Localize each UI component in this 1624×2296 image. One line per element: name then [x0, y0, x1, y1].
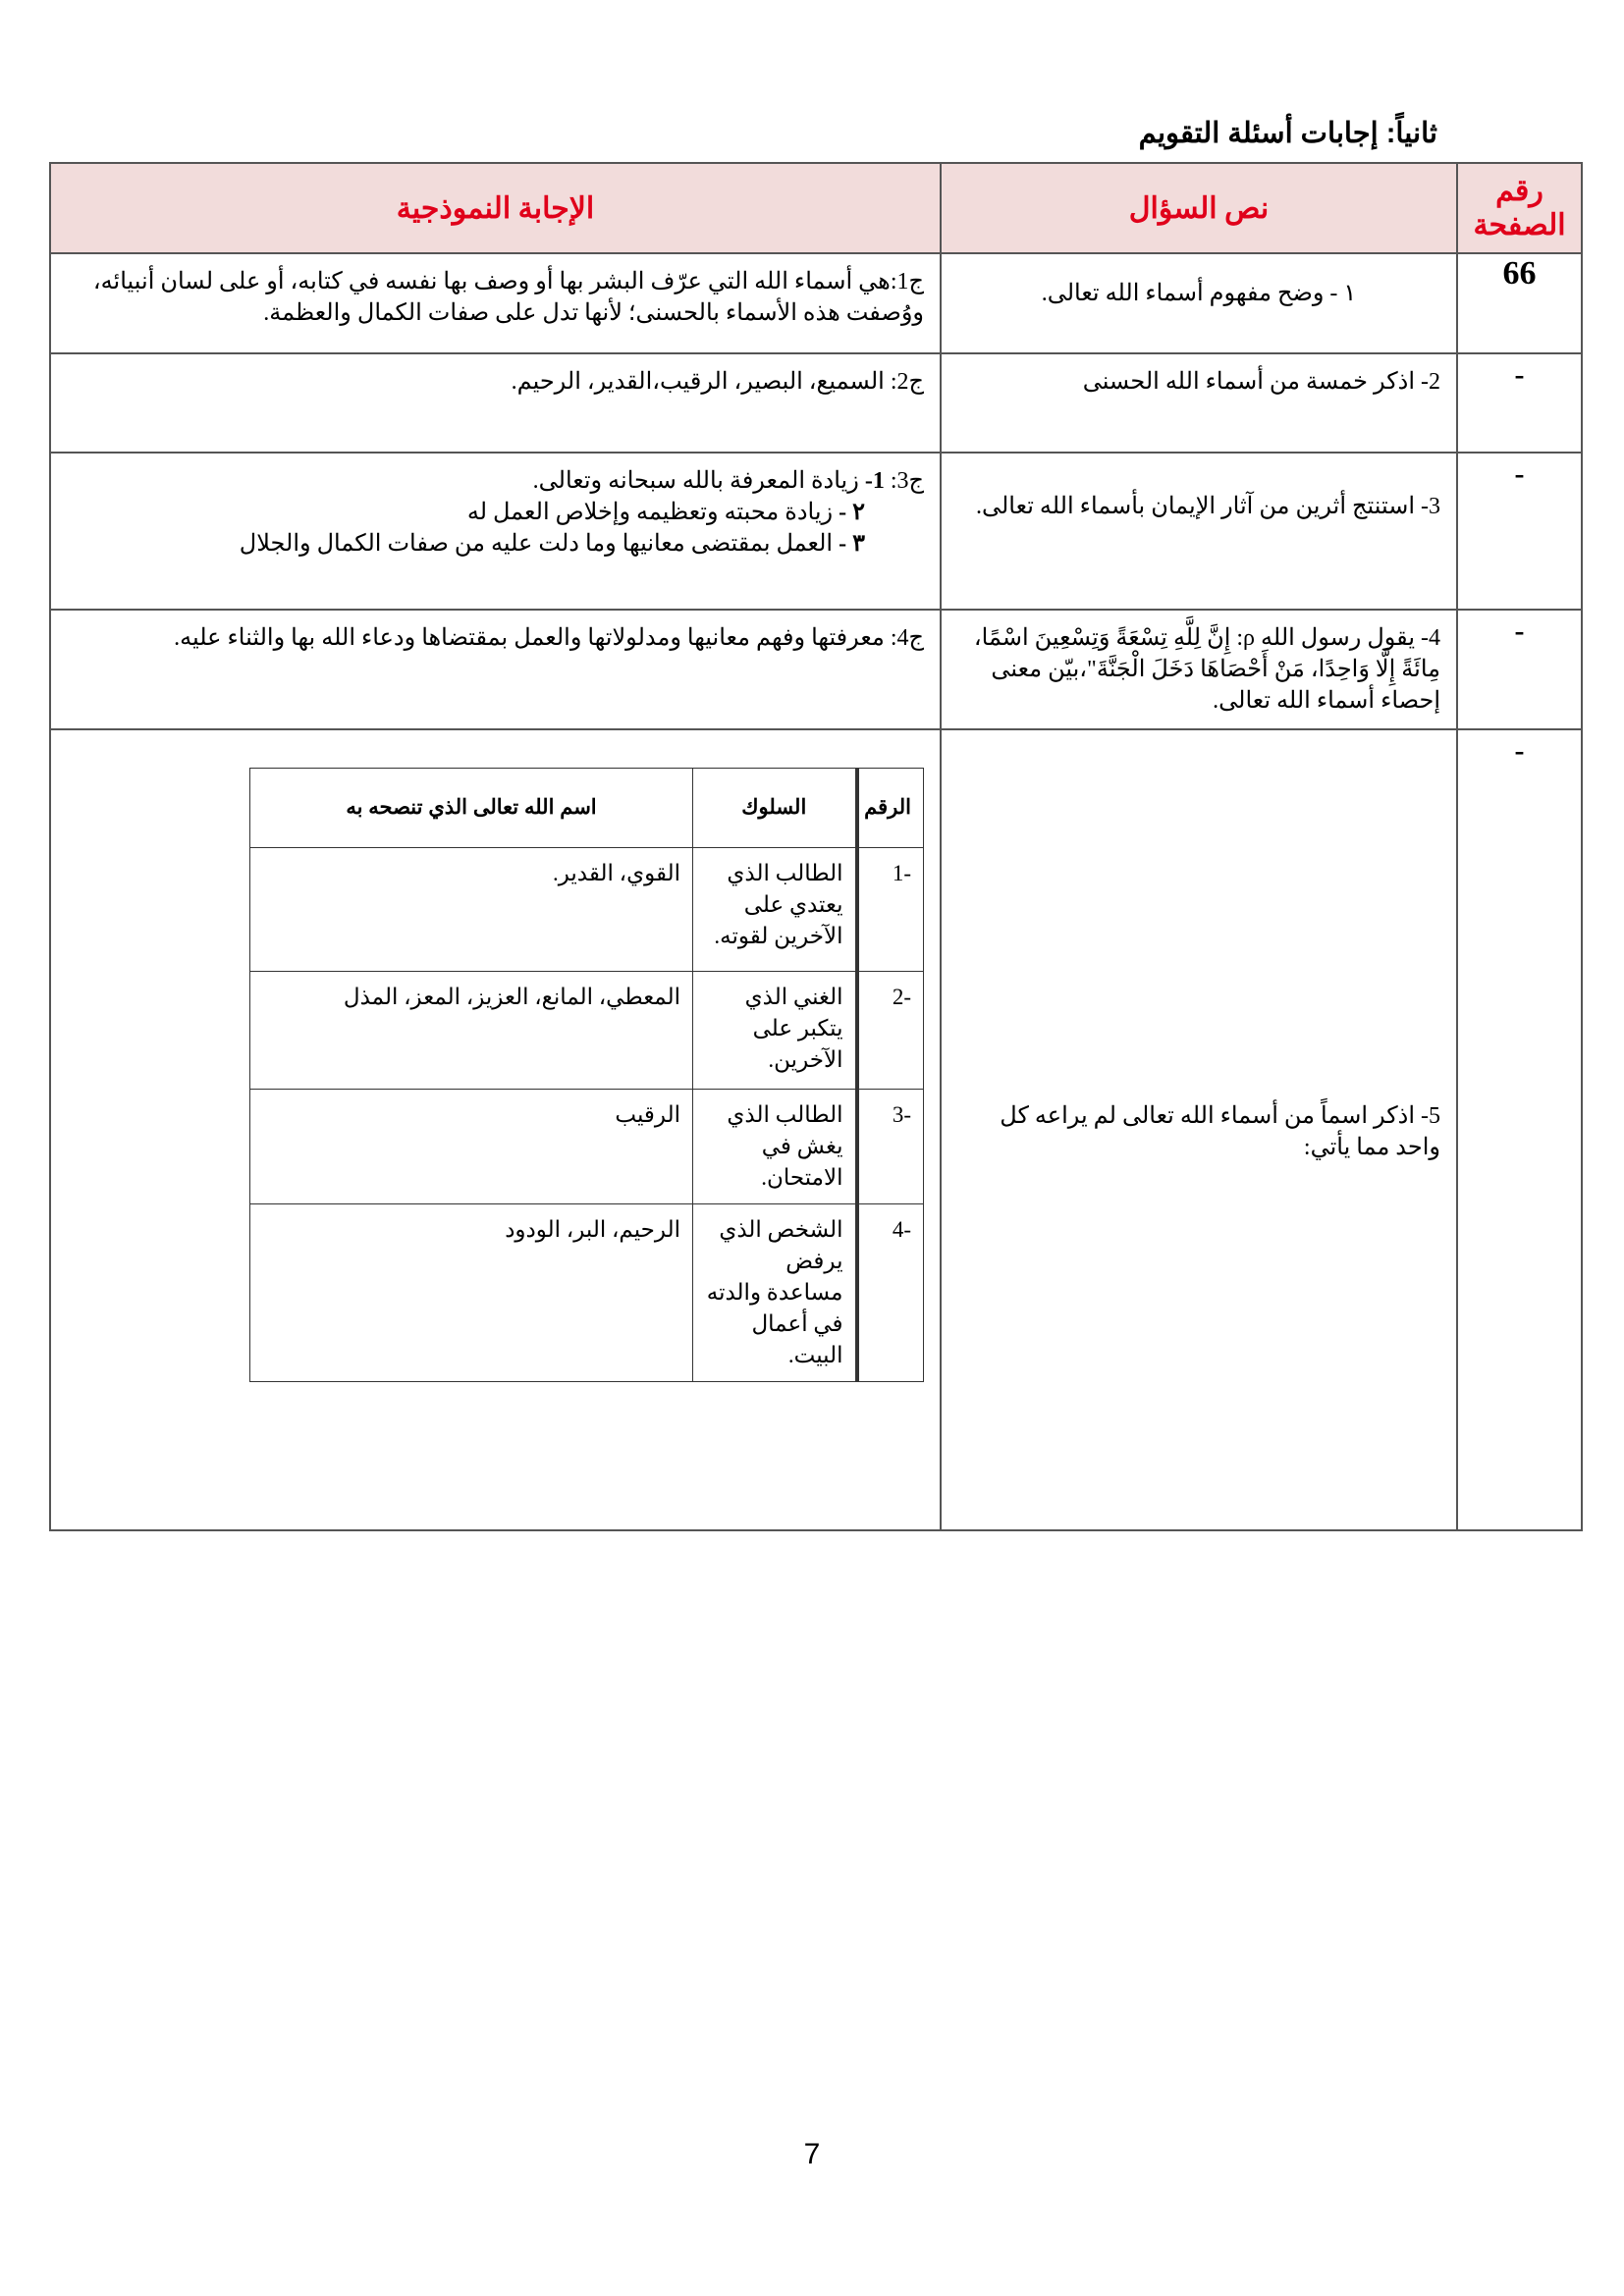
- header-page-number: رقم الصفحة: [1457, 163, 1582, 253]
- question-text: ١ - وضح مفهوم أسماء الله تعالى.: [941, 253, 1457, 353]
- inner-header-row: [250, 769, 924, 848]
- inner-row-name: القوي، القدير.: [250, 848, 693, 972]
- table-header-row: [50, 163, 1582, 253]
- header-model-answer: الإجابة النموذجية: [50, 163, 941, 253]
- question-text: 2- اذكر خمسة من أسماء الله الحسنى: [941, 353, 1457, 453]
- answer-item-number: ٢ -: [839, 500, 865, 525]
- row-page-number: 66: [1457, 253, 1582, 353]
- answer-item-text: العمل بمقتضى معانيها وما دلت عليه من صفات الكمال والجلال: [239, 531, 834, 557]
- inner-row-name: الرقيب: [250, 1090, 693, 1204]
- row-page-number: -: [1457, 453, 1582, 610]
- answer-item-number: 1-: [864, 468, 885, 494]
- answer-item-text: زيادة محبته وتعظيمه وإخلاص العمل له: [466, 500, 834, 525]
- header-question-text: نص السؤال: [941, 163, 1457, 253]
- answer-prefix: ج3:: [890, 468, 924, 494]
- answer-item: [67, 497, 865, 528]
- row-page-number: -: [1457, 353, 1582, 453]
- inner-header-name: اسم الله تعالى الذي تنصحه به: [250, 769, 693, 848]
- inner-row-number: -2: [857, 972, 924, 1090]
- inner-row-behavior: الطالب الذي يغش في الامتحان.: [693, 1090, 857, 1204]
- model-answer: ج2: السميع، البصير، الرقيب،القدير، الرحيم.: [50, 353, 941, 453]
- table-row: [50, 729, 1582, 1530]
- inner-row-behavior: الطالب الذي يعتدي على الآخرين لقوته.: [693, 848, 857, 972]
- answer-item: [67, 528, 865, 560]
- model-answer: ج1:هي أسماء الله التي عرّف البشر بها أو وصف بها نفسه في كتابه، أو على لسان أنبيائه، ووُصفت هذه الأسماء بالحسنى؛ لأنها تدل على صفات الكمال والعظمة.: [50, 253, 941, 353]
- inner-row-name: المعطي، المانع، العزيز، المعز، المذل: [250, 972, 693, 1090]
- model-answer: [50, 453, 941, 610]
- inner-row-behavior: الشخص الذي يرفض مساعدة والدته في أعمال البيت.: [693, 1204, 857, 1382]
- section-heading: ثانياً: إجابات أسئلة التقويم: [1138, 118, 1437, 149]
- inner-row-number: -4: [857, 1204, 924, 1382]
- table-row: [50, 353, 1582, 453]
- row-page-number: -: [1457, 729, 1582, 1530]
- evaluation-answers-table: [49, 162, 1583, 1531]
- table-row: [50, 610, 1582, 729]
- answer-item: [67, 465, 924, 497]
- inner-header-behavior: السلوك: [693, 769, 857, 848]
- answer-item-text: زيادة المعرفة بالله سبحانه وتعالى.: [532, 468, 859, 494]
- page-number: 7: [803, 2138, 821, 2170]
- question-text: 4- يقول رسول الله ρ: إِنَّ لِلَّهِ تِسْعَةً وَتِسْعِينَ اسْمًا، مِائَةً إِلَّا وَاحِدًا، مَنْ أَحْصَاهَا دَخَلَ الْجَنَّةَ"،بيّن معنى إحصاء أسماء الله تعالى.: [941, 610, 1457, 729]
- inner-row-number: -3: [857, 1090, 924, 1204]
- question-text: 3- استنتج أثرين من آثار الإيمان بأسماء الله تعالى.: [941, 453, 1457, 610]
- table-row: [50, 253, 1582, 353]
- model-answer: ج4: معرفتها وفهم معانيها ومدلولاتها والعمل بمقتضاها ودعاء الله بها والثناء عليه.: [50, 610, 941, 729]
- inner-row-name: الرحيم، البر، الودود: [250, 1204, 693, 1382]
- inner-row: [250, 848, 924, 972]
- inner-header-number: الرقم: [857, 769, 924, 848]
- model-answer: [50, 729, 941, 1530]
- inner-row-behavior: الغني الذي يتكبر على الآخرين.: [693, 972, 857, 1090]
- inner-row-number: -1: [857, 848, 924, 972]
- answer-item-number: ٣ -: [839, 531, 865, 557]
- row-page-number: -: [1457, 610, 1582, 729]
- inner-row: [250, 972, 924, 1090]
- question-text: 5- اذكر اسماً من أسماء الله تعالى لم يراعه كل واحد مما يأتي:: [941, 729, 1457, 1530]
- inner-row: [250, 1204, 924, 1382]
- names-advice-table: [249, 768, 924, 1382]
- inner-row: [250, 1090, 924, 1204]
- table-row: [50, 453, 1582, 610]
